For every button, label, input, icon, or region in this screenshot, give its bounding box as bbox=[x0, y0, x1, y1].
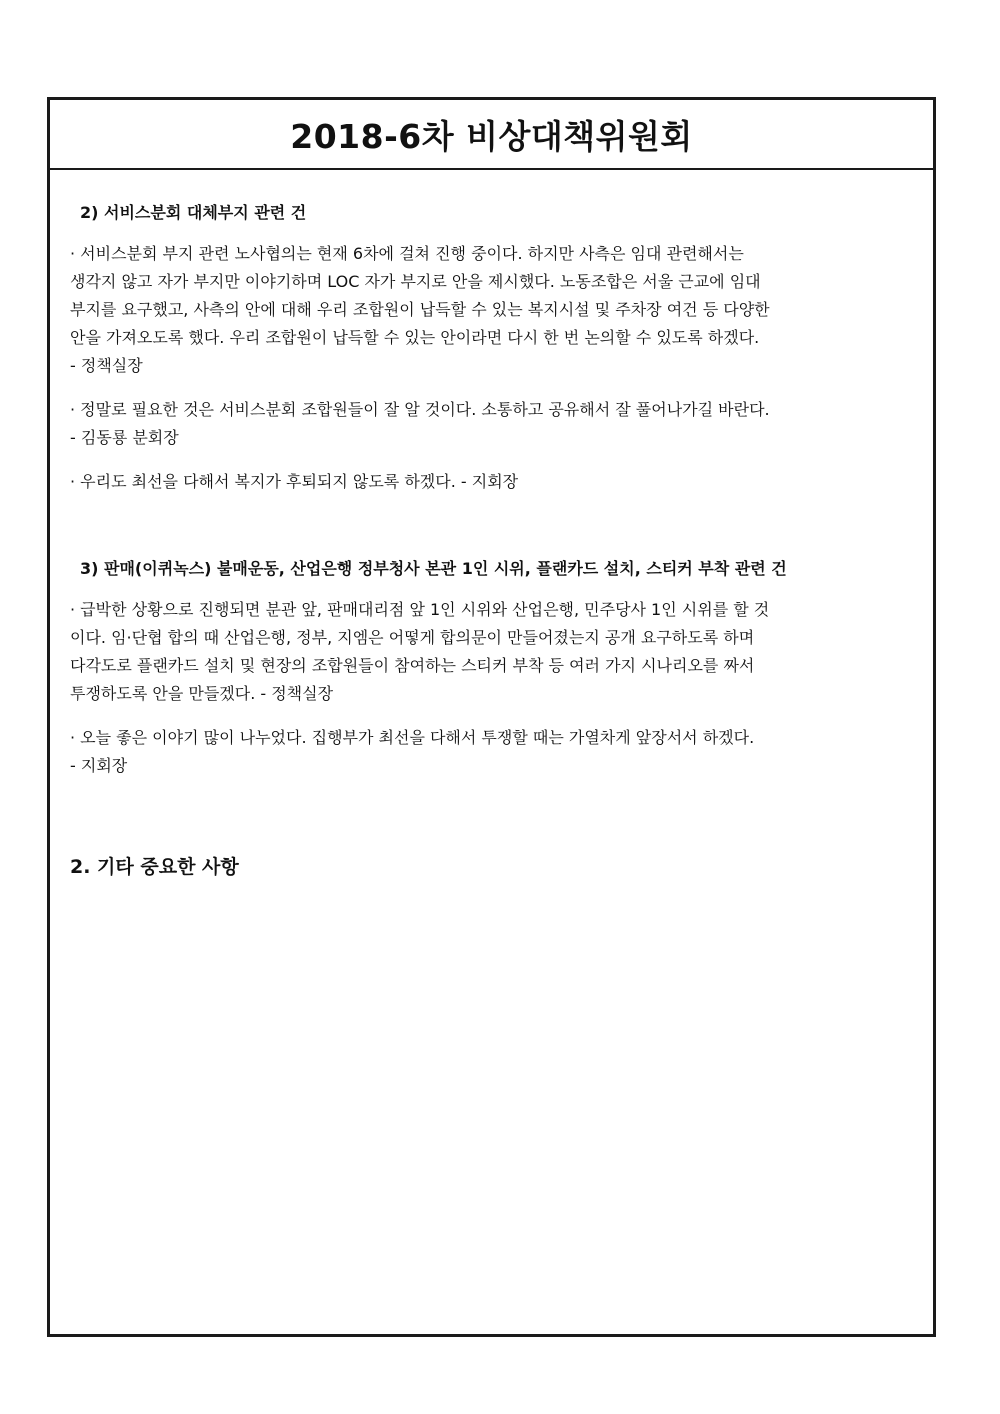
text-line: · 정말로 필요한 것은 서비스분회 조합원들이 잘 알 것이다. 소통하고 공유해서 잘 풀어나가길 바란다. bbox=[70, 400, 770, 419]
paragraph-service-branch-1 bbox=[70, 240, 913, 380]
text-line: 생각지 않고 자가 부지만 이야기하며 LOC 자가 부지로 안을 제시했다. 노동조합은 서울 근교에 임대 bbox=[70, 272, 761, 291]
text-line: · 급박한 상황으로 진행되면 분관 앞, 판매대리점 앞 1인 시위와 산업은행, 민주당사 1인 시위를 할 것 bbox=[70, 600, 770, 619]
text-line: 투쟁하도록 안을 만들겠다. - 정책실장 bbox=[70, 684, 334, 703]
paragraph-service-branch-3 bbox=[70, 468, 913, 496]
document-frame bbox=[47, 97, 936, 1337]
paragraph-boycott-1 bbox=[70, 596, 913, 708]
text-line: 부지를 요구했고, 사측의 안에 대해 우리 조합원이 납득할 수 있는 복지시설 및 주차장 여건 등 다양한 bbox=[70, 300, 770, 319]
speaker-line: - 김동룡 분회장 bbox=[70, 428, 179, 447]
section-heading-boycott: 3) 판매(이퀴녹스) 불매운동, 산업은행 정부청사 본관 1인 시위, 플랜카드 설치, 스티커 부착 관련 건 bbox=[80, 559, 787, 578]
document-body bbox=[50, 170, 933, 879]
speaker-line: - 정책실장 bbox=[70, 356, 143, 375]
text-line: · 서비스분회 부지 관련 노사협의는 현재 6차에 걸쳐 진행 중이다. 하지만 사측은 임대 관련해서는 bbox=[70, 244, 744, 263]
text-line: 다각도로 플랜카드 설치 및 현장의 조합원들이 참여하는 스티커 부착 등 여러 가지 시나리오를 짜서 bbox=[70, 656, 755, 675]
major-section-heading: 2. 기타 중요한 사항 bbox=[70, 856, 239, 878]
page-title: 2018-6차 비상대책위원회 bbox=[290, 116, 693, 156]
section-spacer bbox=[70, 512, 913, 556]
text-line: · 오늘 좋은 이야기 많이 나누었다. 집행부가 최선을 다해서 투쟁할 때는 가열차게 앞장서서 하겠다. bbox=[70, 728, 755, 747]
text-line: 안을 가져오도록 했다. 우리 조합원이 납득할 수 있는 안이라면 다시 한 번 논의할 수 있도록 하겠다. bbox=[70, 328, 760, 347]
paragraph-boycott-2 bbox=[70, 724, 913, 780]
section-heading-service-branch: 2) 서비스분회 대체부지 관련 건 bbox=[80, 203, 307, 222]
section-spacer bbox=[70, 796, 913, 852]
text-line: 이다. 임·단협 합의 때 산업은행, 정부, 지엠은 어떻게 합의문이 만들어졌는지 공개 요구하도록 하며 bbox=[70, 628, 755, 647]
speaker-line: - 지회장 bbox=[70, 756, 128, 775]
paragraph-service-branch-2 bbox=[70, 396, 913, 452]
text-line: · 우리도 최선을 다해서 복지가 후퇴되지 않도록 하겠다. - 지회장 bbox=[70, 472, 519, 491]
title-bar bbox=[50, 100, 933, 170]
